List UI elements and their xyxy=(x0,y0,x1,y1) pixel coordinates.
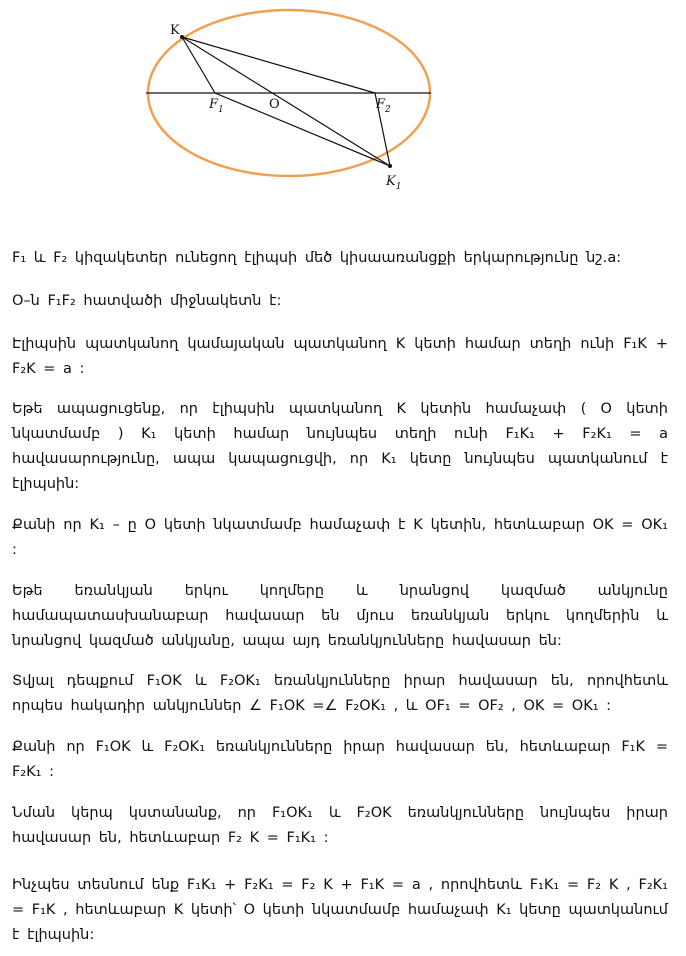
label-F1: $F_1$ xyxy=(209,97,224,115)
point-K xyxy=(180,35,184,39)
paragraph-semi-major-axis: F₁ և F₂ կիզակետեր ունեցող էլիպսի մեծ կիսաառանցքի երկարությունը նշ․a: xyxy=(12,250,622,266)
paragraph-midpoint: O–ն F₁F₂ հատվածի միջնակետն է: xyxy=(12,293,282,309)
label-K: K xyxy=(170,23,180,38)
ellipse-figure xyxy=(0,0,686,210)
paragraph-symmetry: Քանի որ K₁ – ը O կետի նկատմամբ համաչափ է K կետին, հետևաբար OK = OK₁ : xyxy=(12,517,668,558)
label-K1: $K_1$ xyxy=(386,174,402,192)
paragraph-conclusion: Ինչպես տեսնում ենք F₁K₁ + F₂K₁ = F₂ K + F₁K = a , որովհետև F₁K₁ = F₂ K , F₂K₁ = F₁K , հետևաբար K կետի՝ O կետի նկատմամբ համաչափ K₁ կետը պատկանում է էլիպսին: xyxy=(12,877,668,943)
paragraph-sas-criterion: Եթե եռանկյան երկու կողմերը և նրանցով կազմած անկյունը համապատասխանաբար հավասար են մյուս եռանկյան երկու կողմերին և նրանցով կազմած անկյանը, ապա այդ եռանկյունները հավասար են: xyxy=(12,583,668,649)
paragraph-point-K-sum: Էլիպսին պատկանող կամայական պատկանող K կետի համար տեղի ունի F₁K + F₂K = a : xyxy=(12,336,668,377)
paragraph-goal: Եթե ապացուցենք, որ էլիպսին պատկանող K կետին համաչափ ( O կետի նկատմամբ ) K₁ կետի համար նույնպես տեղի ունի F₁K₁ + F₂K₁ = a հավասարությունը, ապա կապացուցվի, որ K₁ կետը նույնպես պատկանում է էլիպսին: xyxy=(12,401,668,492)
segment-F1-K1 xyxy=(215,93,390,166)
paragraph-F1K-equals-F2K1: Քանի որ F₁OK և F₂OK₁ եռանկյունները իրար հավասար են, հետևաբար F₁K = F₂K₁ : xyxy=(12,739,668,780)
segment-K-F2 xyxy=(182,37,375,93)
point-K1 xyxy=(388,164,392,168)
label-F2: $F_2$ xyxy=(376,97,391,115)
paragraph-F2K-equals-F1K1: Նման կերպ կստանանք, որ F₁OK₁ և F₂OK եռանկյունները նույնպես իրար հավասար են, հետևաբար F₂ K = F₁K₁ : xyxy=(12,805,668,846)
paragraph-triangles-equal: Տվյալ դեպքում F₁OK և F₂OK₁ եռանկյունները իրար հավասար են, որովհետև որպես հակադիր անկյուններ ∠ F₁OK =∠ F₂OK₁ , և OF₁ = OF₂ , OK = OK₁ : xyxy=(12,673,668,714)
label-O: O xyxy=(269,97,280,112)
